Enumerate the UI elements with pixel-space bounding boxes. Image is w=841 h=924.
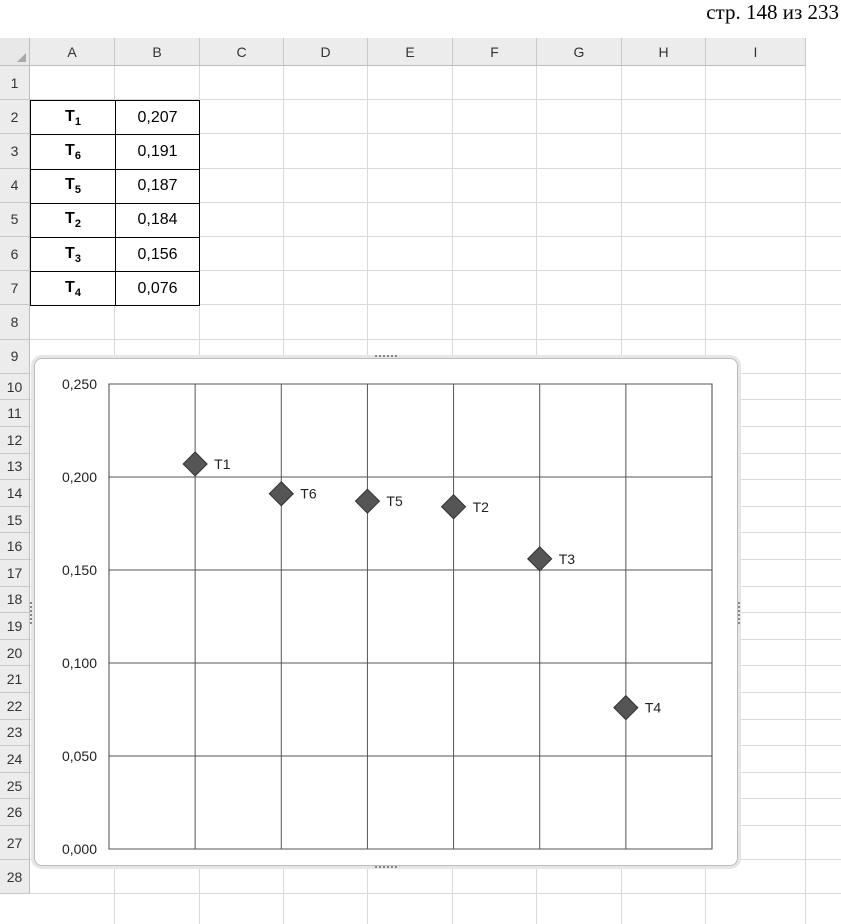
- row-header-27[interactable]: 27: [0, 826, 30, 860]
- row-header-9[interactable]: 9: [0, 340, 30, 374]
- cell-label: $T_2$: [65, 210, 81, 231]
- row-header-21[interactable]: 21: [0, 666, 30, 693]
- cell-label-subscript: 3: [74, 252, 81, 265]
- cell-b2[interactable]: 0,207: [115, 100, 200, 135]
- column-header-g[interactable]: G: [537, 38, 622, 66]
- row-header-7[interactable]: 7: [0, 271, 30, 305]
- grid-line: [805, 66, 806, 924]
- data-label-t2: T2: [472, 498, 489, 515]
- cell-a5[interactable]: [30, 203, 116, 238]
- row-header-15[interactable]: 15: [0, 507, 30, 534]
- row-header-26[interactable]: 26: [0, 799, 30, 826]
- data-label-t6: T6: [300, 485, 317, 502]
- row-header-5[interactable]: 5: [0, 203, 30, 237]
- spreadsheet: [0, 38, 841, 924]
- row-header-6[interactable]: 6: [0, 237, 30, 271]
- cell-label-subscript: 6: [74, 150, 81, 163]
- grid-line: [30, 339, 841, 340]
- row-header-17[interactable]: 17: [0, 560, 30, 587]
- chart-plot: [35, 359, 739, 867]
- column-header-e[interactable]: E: [368, 38, 453, 66]
- cell-label-subscript: 4: [74, 286, 81, 299]
- cell-b6[interactable]: 0,156: [115, 237, 200, 272]
- row-header-18[interactable]: 18: [0, 587, 30, 614]
- cell-b4[interactable]: 0,187: [115, 169, 200, 204]
- data-label-t4: T4: [644, 699, 662, 716]
- row-header-16[interactable]: 16: [0, 533, 30, 560]
- y-tick-label: 0,050: [61, 748, 97, 764]
- row-header-14[interactable]: 14: [0, 480, 30, 507]
- y-tick-label: 0,000: [61, 841, 97, 857]
- row-header-8[interactable]: 8: [0, 305, 30, 339]
- row-header-22[interactable]: 22: [0, 693, 30, 720]
- cell-a3[interactable]: [30, 134, 116, 169]
- row-header-2[interactable]: 2: [0, 100, 30, 134]
- row-header-28[interactable]: 28: [0, 860, 30, 894]
- column-header-d[interactable]: D: [284, 38, 368, 66]
- row-header-25[interactable]: 25: [0, 773, 30, 800]
- cell-a7[interactable]: [30, 271, 116, 306]
- data-label-t3: T3: [558, 550, 576, 567]
- y-tick-label: 0,150: [61, 562, 97, 578]
- row-header-19[interactable]: 19: [0, 613, 30, 640]
- page-header: стр. 148 из 233: [706, 0, 839, 24]
- cell-b3[interactable]: 0,191: [115, 134, 200, 169]
- row-header-10[interactable]: 10: [0, 374, 30, 401]
- chart[interactable]: [34, 358, 738, 866]
- data-label-t1: T1: [214, 455, 231, 472]
- cell-label: $T_4$: [65, 278, 81, 299]
- column-header-c[interactable]: C: [200, 38, 284, 66]
- y-tick-label: 0,250: [61, 376, 97, 392]
- row-header-23[interactable]: 23: [0, 720, 30, 747]
- plot-area: [109, 384, 712, 849]
- cell-a2[interactable]: [30, 100, 116, 135]
- cell-label: $T_3$: [65, 244, 81, 265]
- cell-label: $T_5$: [65, 176, 81, 197]
- cell-label-subscript: 1: [74, 115, 81, 128]
- column-header-i[interactable]: I: [706, 38, 806, 66]
- row-header-4[interactable]: 4: [0, 169, 30, 203]
- column-header-h[interactable]: H: [622, 38, 706, 66]
- row-header-3[interactable]: 3: [0, 134, 30, 168]
- cell-label-subscript: 2: [74, 218, 81, 231]
- row-header-13[interactable]: 13: [0, 454, 30, 481]
- cell-b7[interactable]: 0,076: [115, 271, 200, 306]
- cell-b5[interactable]: 0,184: [115, 203, 200, 238]
- row-header-12[interactable]: 12: [0, 427, 30, 454]
- cell-label: $T_1$: [65, 107, 81, 128]
- column-header-b[interactable]: B: [115, 38, 200, 66]
- row-header-24[interactable]: 24: [0, 746, 30, 773]
- grid-line: [30, 893, 841, 894]
- cell-a6[interactable]: [30, 237, 116, 272]
- data-label-t5: T5: [386, 493, 403, 510]
- cell-label-subscript: 5: [74, 184, 81, 197]
- row-header-1[interactable]: 1: [0, 66, 30, 100]
- y-tick-label: 0,200: [61, 469, 97, 485]
- column-header-f[interactable]: F: [453, 38, 537, 66]
- cell-a4[interactable]: [30, 169, 116, 204]
- select-all-corner[interactable]: [0, 38, 30, 66]
- row-header-11[interactable]: 11: [0, 400, 30, 427]
- y-tick-label: 0,100: [61, 655, 97, 671]
- row-header-20[interactable]: 20: [0, 640, 30, 667]
- cell-label: $T_6$: [65, 141, 81, 163]
- column-header-a[interactable]: A: [30, 38, 115, 66]
